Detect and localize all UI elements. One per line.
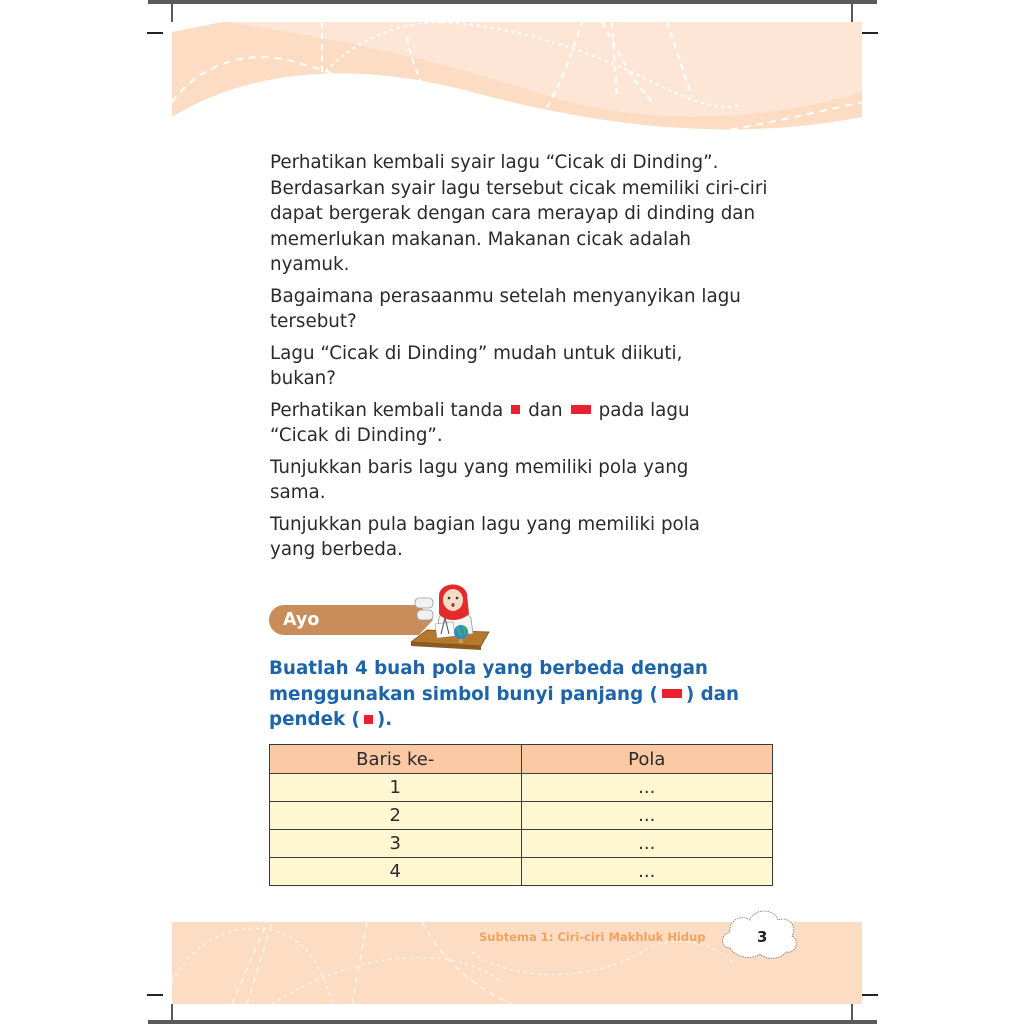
paragraph-symbols	[270, 398, 740, 449]
cell-row-number: 4	[270, 858, 522, 886]
table-row	[270, 774, 773, 802]
symbols-text-a: Perhatikan kembali tanda	[270, 399, 504, 421]
cell-row-number: 2	[270, 802, 522, 830]
crop-mark	[851, 4, 853, 22]
long-sound-symbol-icon	[571, 405, 591, 414]
symbols-text-c: pada lagu “Cicak di Dinding”.	[270, 399, 690, 446]
table-row	[270, 858, 773, 886]
short-sound-symbol-icon	[511, 405, 520, 414]
paragraph-question-easy: Lagu “Cicak di Dinding” mudah untuk diikuti, bukan?	[270, 342, 683, 389]
paragraph-intro: Perhatikan kembali syair lagu “Cicak di Dinding”. Berdasarkan syair lagu tersebut cicak memiliki ciri-ciri dapat bergerak dengan cara merayap di dinding dan memerlukan makanan. Makanan cicak adalah nyamuk.	[270, 152, 768, 275]
crop-mark	[862, 32, 878, 34]
crop-mark	[851, 1004, 853, 1020]
cell-row-number: 1	[270, 774, 522, 802]
header-decoration	[172, 22, 862, 140]
page-frame-top	[148, 0, 877, 4]
task-text-b: ) dan pendek (	[269, 683, 740, 730]
paragraph-question-feeling: Bagaimana perasaanmu setelah menyanyikan lagu tersebut?	[270, 285, 741, 332]
section-label: Ayo Berlatih	[269, 605, 419, 635]
subtema-title: Subtema 1: Ciri-ciri Makhluk Hidup	[479, 930, 706, 944]
cell-pattern[interactable]: ...	[521, 830, 773, 858]
girl-studying-illustration	[411, 578, 511, 653]
page-frame-bottom	[148, 1020, 877, 1024]
exercise-instruction	[269, 656, 779, 733]
ayo-berlatih-section	[269, 578, 509, 658]
cell-pattern[interactable]: ...	[521, 774, 773, 802]
symbols-text-b: dan	[528, 399, 563, 421]
cell-pattern[interactable]: ...	[521, 858, 773, 886]
main-content	[270, 150, 780, 569]
table-header-row	[270, 745, 773, 774]
crop-mark	[147, 32, 163, 34]
crop-mark	[171, 1004, 173, 1020]
table-row	[270, 802, 773, 830]
long-sound-symbol-icon	[662, 689, 682, 698]
task-text-c: ).	[376, 709, 393, 730]
paragraph-different-pattern: Tunjukkan pula bagian lagu yang memiliki pola yang berbeda.	[270, 513, 701, 560]
page-number: 3	[757, 928, 768, 946]
cell-row-number: 3	[270, 830, 522, 858]
pattern-table	[269, 744, 773, 886]
cell-pattern[interactable]: ...	[521, 802, 773, 830]
paragraph-same-pattern: Tunjukkan baris lagu yang memiliki pola yang sama.	[270, 456, 689, 503]
task-text-a: Buatlah 4 buah pola yang berbeda dengan menggunakan simbol bunyi panjang (	[269, 658, 708, 705]
crop-mark	[147, 994, 163, 996]
short-sound-symbol-icon	[364, 715, 373, 724]
crop-mark	[171, 4, 173, 22]
table-row	[270, 830, 773, 858]
header-baris: Baris ke-	[270, 745, 522, 774]
header-pola: Pola	[521, 745, 773, 774]
crop-mark	[862, 994, 878, 996]
